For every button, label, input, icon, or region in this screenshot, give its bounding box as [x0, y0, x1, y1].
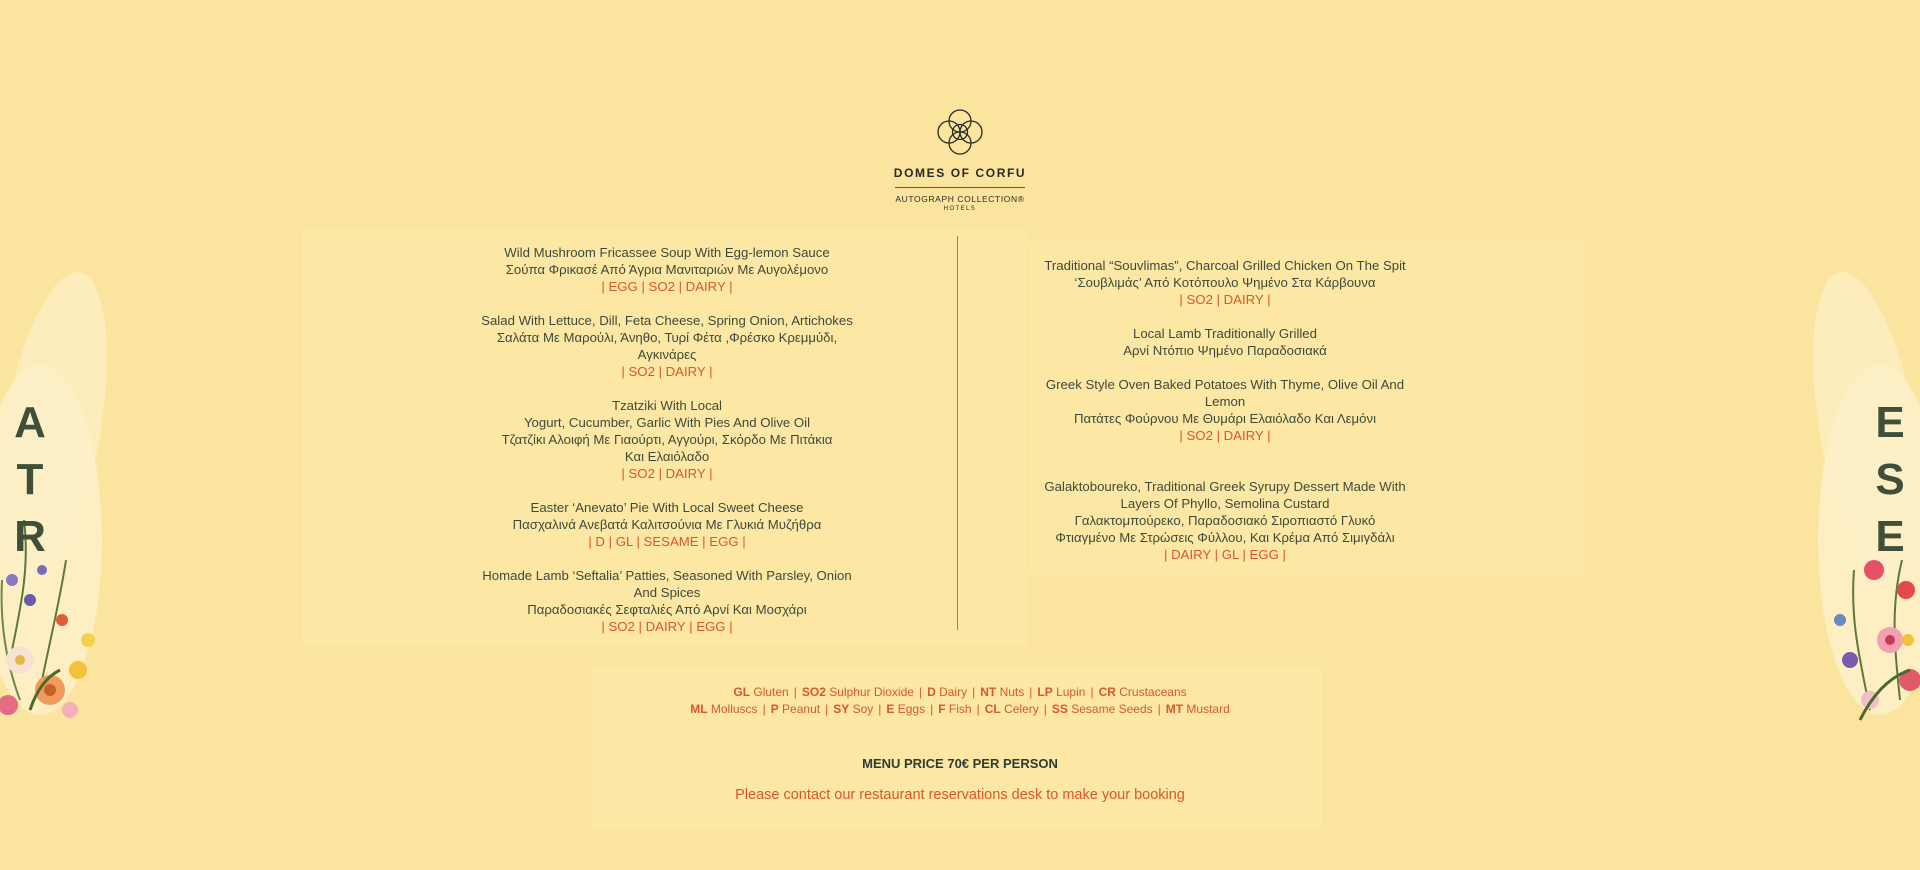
legend-separator: |	[825, 702, 829, 716]
side-letter: S	[1875, 455, 1905, 504]
legend-separator: |	[930, 702, 934, 716]
legend-separator: |	[972, 685, 976, 699]
dish-name: Lemon	[1204, 394, 1246, 409]
side-letter: E	[1875, 512, 1905, 561]
legend-code: CR	[1098, 685, 1116, 699]
legend-label: Crustaceans	[1119, 685, 1187, 699]
legend-label: Soy	[852, 702, 874, 716]
legend-separator: |	[878, 702, 882, 716]
legend-label: Sesame Seeds	[1071, 702, 1153, 716]
dish-allergens: | SO2 | DAIRY |	[621, 364, 713, 379]
menu-price: MENU PRICE 70€ PER PERSON	[862, 756, 1058, 771]
dish-name-greek: Γαλακτομπούρεκο, Παραδοσιακό Σιροπιαστό Γλυκό	[1074, 513, 1376, 528]
dish-name-greek: Σαλάτα Με Μαρούλι, Άνηθο, Τυρί Φέτα ,Φρέσκο Κρεμμύδι,	[496, 330, 838, 345]
legend-code: P	[770, 702, 779, 716]
dish-allergens: | DAIRY | GL | EGG |	[1164, 547, 1286, 562]
brand-divider	[895, 187, 1025, 188]
dish-allergens: | D | GL | SESAME | EGG |	[588, 534, 746, 549]
menu-column-left	[472, 244, 862, 652]
dish-name: Wild Mushroom Fricassee Soup With Egg-lemon Sauce	[504, 245, 830, 260]
legend-code: MT	[1165, 702, 1184, 716]
brand-name: DOMES OF CORFU	[893, 166, 1027, 180]
dish-name: Greek Style Oven Baked Potatoes With Thyme, Olive Oil And	[1045, 377, 1405, 392]
legend-label: Eggs	[897, 702, 926, 716]
legend-code: ML	[690, 702, 708, 716]
side-letter: T	[16, 455, 44, 504]
column-divider	[957, 236, 958, 630]
menu-item	[472, 397, 862, 482]
legend-row	[600, 701, 1320, 718]
legend-label: Mustard	[1186, 702, 1230, 716]
menu-item	[472, 244, 862, 295]
side-letter: A	[14, 398, 46, 447]
dish-name-greek: Παραδοσιακές Σεφταλιές Από Αρνί Και Μοσχάρι	[527, 602, 807, 617]
menu-column-right	[1030, 257, 1420, 580]
quatrefoil-logo-icon	[932, 104, 988, 160]
legend-label: Celery	[1004, 702, 1039, 716]
menu-item	[1030, 478, 1420, 563]
menu-item	[1030, 257, 1420, 308]
dish-name-greek: Και Ελαιόλαδο	[624, 449, 710, 464]
legend-separator: |	[793, 685, 797, 699]
menu-item	[472, 499, 862, 550]
dish-name: Traditional “Souvlimas”, Charcoal Grilled Chicken On The Spit	[1044, 258, 1406, 273]
legend-code: GL	[733, 685, 751, 699]
legend-separator: |	[1029, 685, 1033, 699]
legend-label: Peanut	[782, 702, 821, 716]
legend-label: Lupin	[1056, 685, 1086, 699]
dish-name: And Spices	[633, 585, 701, 600]
menu-item	[472, 567, 862, 635]
legend-separator: |	[918, 685, 923, 699]
legend-separator: |	[1090, 685, 1094, 699]
dish-name-greek: Φτιαγμένο Με Στρώσεις Φύλλου, Και Κρέμα Από Σιμιγδάλι	[1055, 530, 1395, 545]
dish-name: Yogurt, Cucumber, Garlic With Pies And Olive Oil	[523, 415, 811, 430]
legend-label: Nuts	[999, 685, 1025, 699]
menu-item	[472, 312, 862, 380]
dish-name-greek: Πασχαλινά Ανεβατά Καλιτσούνια Με Γλυκιά Μυζήθρα	[512, 517, 822, 532]
side-letter: E	[1875, 398, 1905, 447]
legend-code: CL	[984, 702, 1001, 716]
dish-name-greek: Πατάτες Φούρνου Με Θυμάρι Ελαιόλαδο Και Λεμόνι	[1073, 411, 1377, 426]
dish-name: Easter ‘Anevato’ Pie With Local Sweet Cheese	[530, 500, 804, 515]
side-decoration-left	[0, 240, 110, 730]
brand-logo	[860, 104, 1060, 212]
legend-code: SY	[833, 702, 850, 716]
dish-name: Layers Of Phyllo, Semolina Custard	[1120, 496, 1330, 511]
side-letters-right	[1870, 394, 1910, 565]
booking-note: Please contact our restaurant reservations desk to make your booking	[735, 787, 1185, 803]
dish-allergens: | SO2 | DAIRY | EGG |	[601, 619, 733, 634]
menu-item	[1030, 376, 1420, 444]
legend-code: E	[886, 702, 895, 716]
side-decoration-right	[1810, 240, 1920, 730]
dish-allergens: | SO2 | DAIRY |	[1179, 292, 1271, 307]
legend-code: SO2	[801, 685, 826, 699]
legend-label: Fish	[948, 702, 972, 716]
legend-code: F	[938, 702, 946, 716]
legend-separator: |	[762, 702, 766, 716]
allergen-legend	[600, 684, 1320, 718]
legend-code: D	[927, 685, 936, 699]
menu-item	[1030, 325, 1420, 359]
dish-name: Galaktoboureko, Traditional Greek Syrupy Dessert Made With	[1044, 479, 1406, 494]
dish-name-greek: ‘Σουβλιμάς’ Από Κοτόπουλο Ψημένο Στα Κάρβουνα	[1074, 275, 1376, 290]
legend-separator: |	[1157, 702, 1161, 716]
legend-row	[600, 684, 1320, 701]
brand-collection: AUTOGRAPH COLLECTION®	[895, 194, 1025, 204]
legend-code: LP	[1037, 685, 1053, 699]
legend-separator: |	[1043, 702, 1047, 716]
side-letter: R	[14, 512, 46, 561]
dish-allergens: | EGG | SO2 | DAIRY |	[601, 279, 733, 294]
dish-allergens: | SO2 | DAIRY |	[1179, 428, 1271, 443]
legend-separator: |	[976, 702, 980, 716]
brand-hotels: HOTELS	[943, 206, 977, 212]
legend-label: Molluscs	[710, 702, 758, 716]
dish-name: Local Lamb Traditionally Grilled	[1133, 326, 1317, 341]
dish-name: Tzatziki With Local	[612, 398, 722, 413]
legend-code: SS	[1051, 702, 1068, 716]
legend-label: Sulphur Dioxide	[829, 685, 914, 699]
dish-name-greek: Αγκινάρες	[637, 347, 697, 362]
dish-allergens: | SO2 | DAIRY |	[621, 466, 713, 481]
dish-name-greek: Αρνί Ντόπιο Ψημένο Παραδοσιακά	[1123, 343, 1327, 358]
dish-name: Homade Lamb ‘Seftalia’ Patties, Seasoned With Parsley, Onion	[482, 568, 852, 583]
dish-name-greek: Σούπα Φρικασέ Από Άγρια Μανιταριών Με Αυγολέμονο	[505, 262, 829, 277]
dish-name-greek: Τζατζίκι Αλοιφή Με Γιαούρτι, Αγγούρι, Σκόρδο Με Πιτάκια	[501, 432, 833, 447]
legend-code: NT	[980, 685, 997, 699]
legend-label: Dairy	[939, 685, 968, 699]
dish-name: Salad With Lettuce, Dill, Feta Cheese, Spring Onion, Artichokes	[481, 313, 853, 328]
legend-label: Gluten	[753, 685, 789, 699]
side-letters-left	[10, 394, 50, 565]
